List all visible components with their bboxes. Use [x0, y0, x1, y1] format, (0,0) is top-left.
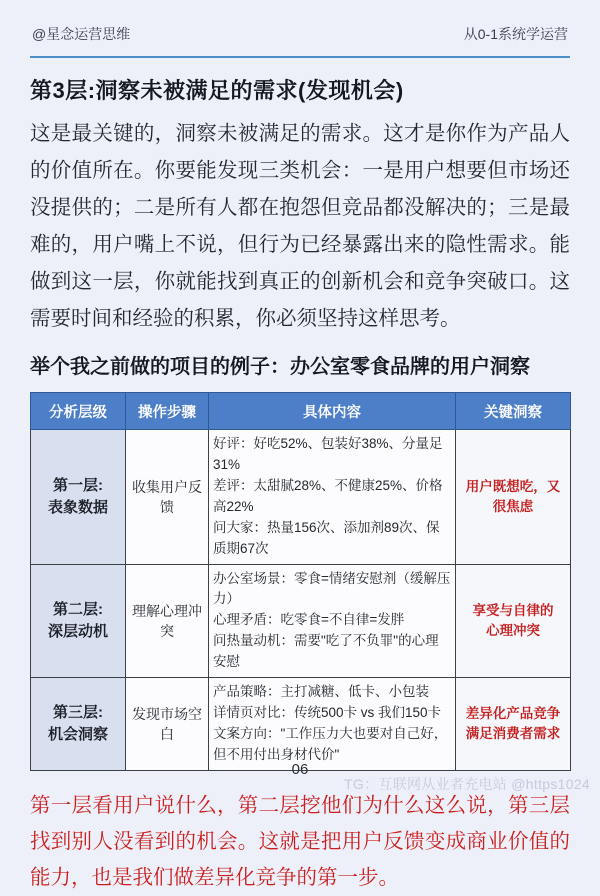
- level-cell: 第三层: 机会洞察: [31, 678, 126, 771]
- column-header-step: 操作步骤: [126, 393, 209, 430]
- table-row: [31, 564, 571, 678]
- step-cell: 理解心理冲突: [126, 564, 209, 678]
- table-header-row: [31, 393, 571, 430]
- step-cell: 发现市场空白: [126, 678, 209, 771]
- example-heading: 举个我之前做的项目的例子：办公室零食品牌的用户洞察: [30, 356, 530, 378]
- content-cell: 产品策略：主打减糖、低卡、小包装 详情页对比：传统500卡 vs 我们150卡 文案方向："工作压力大也要对自己好，但不用付出身材代价": [209, 678, 456, 771]
- header-bar: [30, 22, 570, 44]
- page-title: 第3层:洞察未被满足的需求(发现机会): [30, 78, 404, 103]
- conclusion-paragraph: 第一层看用户说什么，第二层挖他们为什么这么说，第三层找到别人没看到的机会。这就是把用户反馈变成商业价值的能力，也是我们做差异化竞争的第一步。: [30, 793, 570, 889]
- content-cell: 办公室场景：零食=情绪安慰剂（缓解压力） 心理矛盾：吃零食=不自律=发胖 问热量动机：需要"吃了不负罪"的心理安慰: [209, 564, 456, 678]
- column-header-content: 具体内容: [209, 393, 456, 430]
- content-cell: 好评：好吃52%、包装好38%、分量足31% 差评：太甜腻28%、不健康25%、价格高22% 问大家：热量156次、添加剂89次、保质期67次: [209, 430, 456, 565]
- level-cell: 第一层: 表象数据: [31, 430, 126, 565]
- insight-cell: 享受与自律的 心理冲突: [456, 564, 571, 678]
- watermark: TG：互联网从业者充电站 @https1024: [344, 776, 590, 792]
- page-number: 06: [291, 761, 309, 778]
- brand-left: @星念运营思维: [32, 26, 131, 42]
- column-header-insight: 关键洞察: [456, 393, 571, 430]
- brand-right: 从0-1系统学运营: [463, 26, 568, 42]
- header-divider: [30, 56, 570, 58]
- column-header-level: 分析层级: [31, 393, 126, 430]
- level-cell: 第二层: 深层动机: [31, 564, 126, 678]
- insight-cell: 用户既想吃，又很焦虑: [456, 430, 571, 565]
- intro-paragraph: 这是最关键的，洞察未被满足的需求。这才是你作为产品人的价值所在。你要能发现三类机会：一是用户想要但市场还没提供的；二是所有人都在抱怨但竞品都没解决的；三是最难的，用户嘴上不说，但行为已经暴露出来的隐性需求。能做到这一层，你就能找到真正的创新机会和竞争突破口。这需要时间和经验的积累，你必须坚持这样思考。: [30, 122, 570, 330]
- analysis-table: [30, 392, 571, 771]
- table-row: [31, 430, 571, 565]
- step-cell: 收集用户反馈: [126, 430, 209, 565]
- insight-cell: 差异化产品竞争 满足消费者需求: [456, 678, 571, 771]
- table-row: [31, 678, 571, 771]
